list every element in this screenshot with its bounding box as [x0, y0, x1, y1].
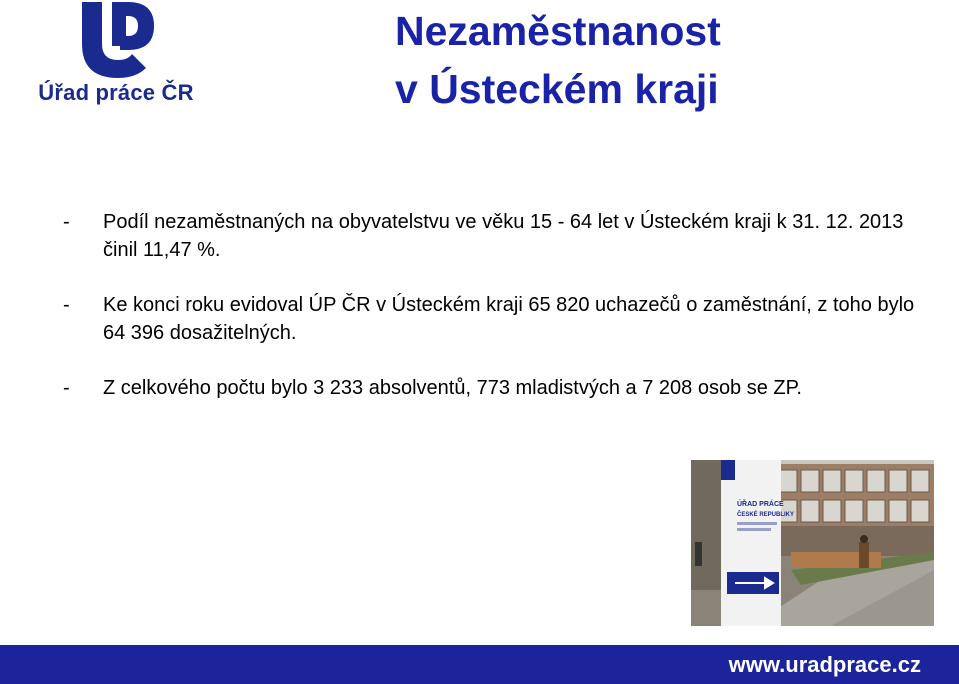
title-line-2: v Ústeckém kraji	[395, 66, 719, 112]
footer-url-link[interactable]: www.uradprace.cz	[728, 652, 921, 677]
bullet-item	[63, 291, 923, 347]
bullet-item	[63, 374, 923, 402]
bullet-dash: -	[63, 377, 70, 399]
office-photo	[691, 460, 934, 626]
bullet-text: Ke konci roku evidoval ÚP ČR v Ústeckém kraji 65 820 uchazečů o zaměstnání, z toho bylo 64 396 dosažitelných.	[103, 294, 915, 344]
bullet-list	[63, 208, 923, 402]
sign-line-2: ČESKÉ REPUBLIKY	[737, 512, 795, 518]
footer-bar	[0, 645, 959, 684]
title-line-1: Nezaměstnanost	[395, 8, 721, 54]
up-logo-icon	[82, 2, 158, 78]
logo-text: Úřad práce ČR	[38, 80, 194, 105]
office-photo-illustration	[691, 460, 934, 626]
bullet-item	[63, 208, 923, 264]
up-logo	[36, 2, 196, 112]
bullet-dash: -	[63, 211, 70, 233]
bullet-dash: -	[63, 294, 70, 316]
bullet-text: Podíl nezaměstnaných na obyvatelstvu ve věku 15 - 64 let v Ústeckém kraji k 31. 12. 2013 činil 11,47 %.	[103, 211, 904, 261]
bullet-text: Z celkového počtu bylo 3 233 absolventů, 773 mladistvých a 7 208 osob se ZP.	[103, 377, 802, 399]
sign-line-1: ÚŘAD PRÁCE	[737, 501, 784, 508]
page-title	[395, 2, 815, 118]
